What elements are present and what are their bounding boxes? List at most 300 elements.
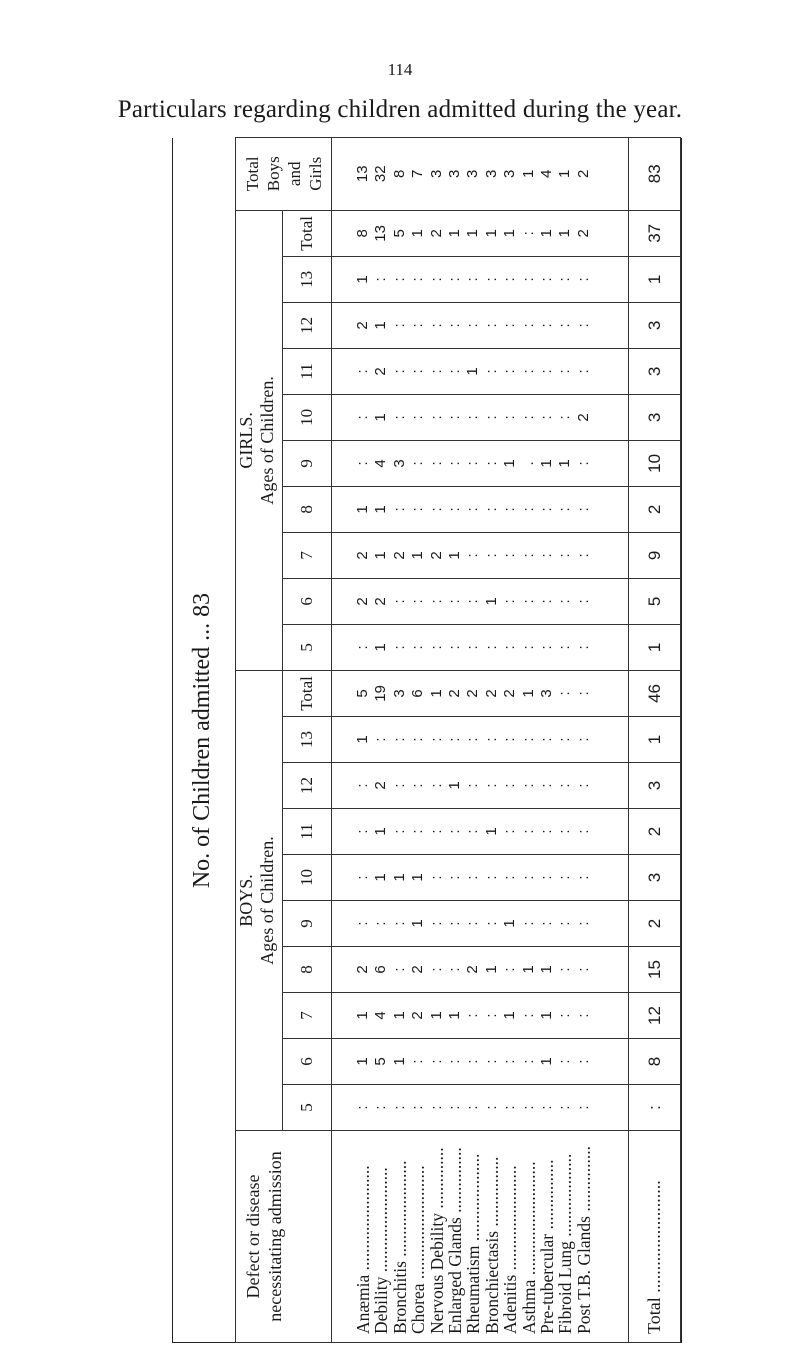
table-cell: : xyxy=(501,415,519,420)
table-cell: 1 xyxy=(537,965,555,974)
table-cell: : xyxy=(409,415,427,420)
table-cell: : xyxy=(354,1105,371,1110)
table-cell: : xyxy=(556,277,574,282)
table-cell: 2 xyxy=(574,229,592,238)
table-cell: 1 xyxy=(445,229,463,238)
grand-total-header-line: Girls xyxy=(305,156,325,191)
boys-col-10 xyxy=(332,855,629,901)
table-cell: 2 xyxy=(354,321,371,330)
table-cell: 3 xyxy=(427,169,445,178)
girls-age-8-header: 8 xyxy=(283,486,332,532)
table-cell: 2 xyxy=(390,551,408,560)
table-cell: : xyxy=(482,645,500,650)
girls-sum-9: 10 xyxy=(629,440,681,486)
table-cell: : xyxy=(519,645,537,650)
girls-sum-5: 1 xyxy=(629,624,681,670)
table-cell: : xyxy=(574,369,592,374)
boys-age-6-header: 6 xyxy=(283,1039,332,1085)
table-cell: : xyxy=(445,967,463,972)
boys-total-header: Total xyxy=(283,670,332,716)
table-cell: : xyxy=(482,921,500,926)
table-cell: : xyxy=(556,1013,574,1018)
disease-label: Debility ........................ xyxy=(371,1167,392,1334)
table-cell: : xyxy=(519,277,537,282)
table-cell: : xyxy=(556,921,574,926)
table-cell: : xyxy=(519,875,537,880)
table-cell: : xyxy=(556,507,574,512)
girls-col-9 xyxy=(332,440,629,486)
table-cell: 2 xyxy=(464,965,482,974)
girls-sum-6: 5 xyxy=(629,578,681,624)
boys-col-6 xyxy=(332,1039,629,1085)
table-cell: : xyxy=(574,277,592,282)
girls-col-13 xyxy=(332,256,629,302)
table-cell: : xyxy=(574,967,592,972)
disease-label: Rheumatism .................... xyxy=(463,1153,484,1334)
table-cell: : xyxy=(464,1105,482,1110)
disease-label: Enlarged Glands ............... xyxy=(444,1147,465,1334)
table-cell: : xyxy=(409,1059,427,1064)
table-cell: : xyxy=(445,921,463,926)
table-cell: : xyxy=(519,829,537,834)
defect-header-line: Defect or disease xyxy=(243,1174,263,1299)
table-cell: : xyxy=(427,1105,445,1110)
table-cell: : xyxy=(519,553,537,558)
table-cell: : xyxy=(574,783,592,788)
table-cell: : xyxy=(501,1105,519,1110)
boys-group-line: BOYS. xyxy=(236,874,256,927)
table-cell: : xyxy=(445,277,463,282)
girls-age-5-header: 5 xyxy=(283,624,332,670)
table-cell: : xyxy=(574,691,592,696)
table-cell: : xyxy=(464,875,482,880)
table-cell: : xyxy=(501,599,519,604)
table-cell: 1 xyxy=(372,827,390,836)
table-cell: 3 xyxy=(445,169,463,178)
table-cell: 3 xyxy=(390,689,408,698)
disease-label: Bronchitis ...................... xyxy=(389,1160,410,1334)
table-cell: 1 xyxy=(556,229,574,238)
table-cell: 1 xyxy=(445,1011,463,1020)
boys-sum-11: 2 xyxy=(629,809,681,855)
table-cell: : xyxy=(427,783,445,788)
table-cell: : xyxy=(501,737,519,742)
children-admitted-title: No. of Children admitted ... 83 xyxy=(189,592,215,889)
table-cell: : xyxy=(482,875,500,880)
table-cell: 1 xyxy=(501,1011,519,1020)
table-cell: : xyxy=(556,553,574,558)
disease-label: Asthma .......................... xyxy=(518,1161,539,1334)
boys-age-7-header: 7 xyxy=(283,993,332,1039)
table-cell: 1 xyxy=(519,689,537,698)
table-cell: : xyxy=(519,507,537,512)
girls-age-9-header: 9 xyxy=(283,440,332,486)
table-cell: : xyxy=(354,415,371,420)
table-cell: : xyxy=(464,507,482,512)
table-cell: 7 xyxy=(409,169,427,178)
table-cell: : xyxy=(354,875,371,880)
table-cell: 1 xyxy=(409,919,427,928)
table-cell: : xyxy=(537,277,555,282)
table-cell: : xyxy=(390,599,408,604)
boys-sum-7: 12 xyxy=(629,993,681,1039)
table-cell: : xyxy=(445,737,463,742)
boys-age-11-header: 11 xyxy=(283,809,332,855)
girls-group-line: Ages of Children. xyxy=(257,376,277,505)
table-cell: : xyxy=(464,829,482,834)
boys-sum-total: 46 xyxy=(629,670,681,716)
table-cell: : xyxy=(556,645,574,650)
table-cell: 8 xyxy=(354,229,371,238)
table-cell: : xyxy=(519,231,537,236)
table-cell: : xyxy=(445,1059,463,1064)
boys-sum-8: 15 xyxy=(629,947,681,993)
table-cell: : xyxy=(501,507,519,512)
table-cell: 2 xyxy=(354,965,371,974)
boys-sum-6: 8 xyxy=(629,1039,681,1085)
table-cell: 1 xyxy=(445,781,463,790)
table-cell: 1 xyxy=(427,689,445,698)
table-cell: : xyxy=(372,921,390,926)
table-cell: : xyxy=(390,1105,408,1110)
table-cell: 1 xyxy=(519,965,537,974)
table-cell: 2 xyxy=(372,597,390,606)
boys-age-13-header: 13 xyxy=(283,717,332,763)
table-cell: 2 xyxy=(427,229,445,238)
table-cell: : xyxy=(390,369,408,374)
table-cell: : xyxy=(519,1105,537,1110)
boys-col-13 xyxy=(332,717,629,763)
boys-group-header xyxy=(236,670,283,1130)
table-cell: : xyxy=(556,737,574,742)
table-cell: : xyxy=(482,277,500,282)
grand-total-header xyxy=(236,137,332,210)
table-cell: 2 xyxy=(427,551,445,560)
rotated-table xyxy=(173,138,681,1343)
disease-label: Chorea .......................... xyxy=(408,1165,429,1334)
table-cell: : xyxy=(372,737,390,742)
table-cell: 3 xyxy=(482,169,500,178)
grand-total-header-line: Boys xyxy=(263,156,283,192)
girls-group-header xyxy=(236,210,283,670)
boys-age-12-header: 12 xyxy=(283,763,332,809)
table-cell: 1 xyxy=(354,1057,371,1066)
admissions-table xyxy=(235,137,681,1343)
table-cell: : xyxy=(464,1013,482,1018)
table-cell: : xyxy=(390,783,408,788)
table-cell: 1 xyxy=(537,459,555,468)
table-cell: : xyxy=(556,967,574,972)
table-cell: : xyxy=(390,737,408,742)
boys-col-9 xyxy=(332,901,629,947)
girls-sum-7: 9 xyxy=(629,532,681,578)
table-cell: : xyxy=(519,415,537,420)
table-cell: : xyxy=(409,829,427,834)
table-cell: 1 xyxy=(482,965,500,974)
grand-total-header-line: and xyxy=(284,161,304,187)
table-cell: : xyxy=(427,461,445,466)
table-cell: : xyxy=(427,921,445,926)
table-cell: 1 xyxy=(409,873,427,882)
table-cell: 13 xyxy=(372,225,390,242)
table-cell: : xyxy=(445,507,463,512)
disease-label: Post T.B. Glands ............... xyxy=(573,1146,594,1334)
table-cell: : xyxy=(427,415,445,420)
table-cell: : xyxy=(556,323,574,328)
table-cell: : xyxy=(501,1059,519,1064)
table-cell: : xyxy=(372,277,390,282)
table-cell: : xyxy=(464,645,482,650)
girls-age-11-header: 11 xyxy=(283,348,332,394)
group-header-row xyxy=(236,137,283,1342)
table-cell: : xyxy=(409,737,427,742)
table-cell: : xyxy=(519,599,537,604)
boys-group-line: Ages of Children. xyxy=(257,836,277,965)
girls-sum-13: 1 xyxy=(629,256,681,302)
table-cell: : xyxy=(501,783,519,788)
table-cell: : xyxy=(574,1013,592,1018)
table-cell: : xyxy=(464,1059,482,1064)
page-heading: Particulars regarding children admitted during the year. xyxy=(117,96,683,123)
table-cell: : xyxy=(390,829,408,834)
table-cell: : xyxy=(482,369,500,374)
table-cell: 1 xyxy=(372,551,390,560)
table-cell: : xyxy=(354,645,371,650)
boys-age-5-header: 5 xyxy=(283,1085,332,1131)
table-cell: : xyxy=(537,645,555,650)
disease-list xyxy=(332,1131,629,1343)
table-cell: 2 xyxy=(409,1011,427,1020)
table-cell: 1 xyxy=(372,505,390,514)
table-cell: : xyxy=(482,1059,500,1064)
girls-sum-10: 3 xyxy=(629,394,681,440)
girls-col-7 xyxy=(332,532,629,578)
table-cell: : xyxy=(464,415,482,420)
table-cell: : xyxy=(537,507,555,512)
table-cell: : xyxy=(372,1105,390,1110)
table-cell: : xyxy=(556,783,574,788)
table-cell: 6 xyxy=(409,689,427,698)
girls-sum-12: 3 xyxy=(629,302,681,348)
disease-rows xyxy=(332,137,629,1342)
table-cell: : xyxy=(574,875,592,880)
table-cell: : xyxy=(445,599,463,604)
table-cell: . xyxy=(519,461,537,466)
table-cell: : xyxy=(574,645,592,650)
table-cell: 3 xyxy=(464,169,482,178)
table-cell: 1 xyxy=(556,459,574,468)
girls-col-total xyxy=(332,210,629,256)
table-cell: : xyxy=(556,1059,574,1064)
table-cell: : xyxy=(354,461,371,466)
boys-sum-10: 3 xyxy=(629,855,681,901)
table-cell: : xyxy=(537,599,555,604)
table-cell: : xyxy=(574,323,592,328)
table-cell: : xyxy=(537,323,555,328)
table-cell: : xyxy=(537,369,555,374)
table-cell: : xyxy=(427,737,445,742)
girls-sum-11: 3 xyxy=(629,348,681,394)
table-cell: : xyxy=(501,323,519,328)
table-cell: : xyxy=(427,599,445,604)
girls-col-8 xyxy=(332,486,629,532)
table-cell: : xyxy=(427,277,445,282)
table-cell: 4 xyxy=(372,459,390,468)
table-cell: 1 xyxy=(482,827,500,836)
table-cell: 8 xyxy=(390,169,408,178)
table-cell: : xyxy=(519,737,537,742)
table-cell: : xyxy=(519,1013,537,1018)
table-cell: : xyxy=(574,507,592,512)
totals-row xyxy=(629,137,681,1342)
table-cell: : xyxy=(537,829,555,834)
table-cell: 1 xyxy=(409,229,427,238)
table-cell: 2 xyxy=(372,367,390,376)
table-cell: : xyxy=(501,829,519,834)
girls-age-13-header: 13 xyxy=(283,256,332,302)
table-cell: : xyxy=(464,783,482,788)
table-cell: : xyxy=(464,277,482,282)
table-cell: 3 xyxy=(537,689,555,698)
table-cell: 1 xyxy=(482,229,500,238)
table-cell: : xyxy=(482,783,500,788)
disease-label: Anæmia ........................ xyxy=(353,1165,373,1334)
boys-sum-5: : xyxy=(629,1085,681,1131)
table-cell: 1 xyxy=(390,1011,408,1020)
table-cell: : xyxy=(445,369,463,374)
table-cell: 2 xyxy=(482,689,500,698)
disease-label: Bronchiectasis ................ xyxy=(481,1156,502,1334)
table-cell: 1 xyxy=(427,1011,445,1020)
table-cell: 1 xyxy=(354,505,371,514)
boys-sum-12: 3 xyxy=(629,763,681,809)
grand-total-value: 83 xyxy=(629,137,681,210)
table-cell: : xyxy=(519,783,537,788)
defect-header-line: necessitating admission xyxy=(265,1151,285,1322)
boys-age-9-header: 9 xyxy=(283,901,332,947)
disease-label: Fibroid Lung ................... xyxy=(555,1153,576,1334)
table-cell: : xyxy=(519,369,537,374)
table-cell: : xyxy=(574,553,592,558)
table-cell: : xyxy=(501,553,519,558)
girls-col-6 xyxy=(332,578,629,624)
table-cell: : xyxy=(390,277,408,282)
boys-age-8-header: 8 xyxy=(283,947,332,993)
table-cell: : xyxy=(409,645,427,650)
table-cell: : xyxy=(354,369,371,374)
table-cell: : xyxy=(501,875,519,880)
table-cell: : xyxy=(574,829,592,834)
table-cell: 1 xyxy=(501,229,519,238)
table-cell: 1 xyxy=(519,169,537,178)
table-cell: : xyxy=(537,783,555,788)
table-cell: : xyxy=(427,875,445,880)
table-cell: : xyxy=(501,369,519,374)
girls-age-10-header: 10 xyxy=(283,394,332,440)
table-cell: : xyxy=(556,829,574,834)
table-cell: : xyxy=(445,323,463,328)
boys-sum-9: 2 xyxy=(629,901,681,947)
table-cell: 13 xyxy=(354,165,371,183)
table-cell: : xyxy=(482,1013,500,1018)
girls-col-10 xyxy=(332,394,629,440)
table-cell: : xyxy=(409,507,427,512)
girls-col-12 xyxy=(332,302,629,348)
boys-sum-13: 1 xyxy=(629,717,681,763)
table-cell: : xyxy=(501,967,519,972)
table-cell: 1 xyxy=(445,551,463,560)
table-cell: 1 xyxy=(372,643,390,652)
table-cell: : xyxy=(464,599,482,604)
table-cell: : xyxy=(482,553,500,558)
table-cell: : xyxy=(390,323,408,328)
table-cell: 5 xyxy=(372,1057,390,1066)
boys-age-10-header: 10 xyxy=(283,855,332,901)
table-cell: : xyxy=(427,507,445,512)
table-cell: : xyxy=(482,737,500,742)
table-cell: 4 xyxy=(537,169,555,178)
page-number: 114 xyxy=(387,60,413,79)
table-cell: 5 xyxy=(390,229,408,238)
table-cell: 1 xyxy=(537,1011,555,1020)
table-cell: : xyxy=(537,737,555,742)
table-cell: 1 xyxy=(372,873,390,882)
table-cell: 1 xyxy=(354,735,371,744)
table-cell: 1 xyxy=(354,275,371,284)
table-cell: : xyxy=(427,1059,445,1064)
table-cell: : xyxy=(409,323,427,328)
disease-label: Pre-tubercular ................ xyxy=(536,1159,557,1334)
table-cell: 2 xyxy=(574,169,592,178)
side-title xyxy=(173,138,235,1343)
table-cell: : xyxy=(537,921,555,926)
table-cell: : xyxy=(464,553,482,558)
table-cell: 1 xyxy=(390,1057,408,1066)
table-cell: : xyxy=(445,1105,463,1110)
table-cell: : xyxy=(427,829,445,834)
table-cell: : xyxy=(390,507,408,512)
table-cell: 1 xyxy=(372,413,390,422)
defect-header xyxy=(236,1131,332,1343)
table-cell: : xyxy=(556,691,574,696)
girls-sum-total: 37 xyxy=(629,210,681,256)
table-cell: : xyxy=(464,921,482,926)
table-cell: : xyxy=(556,875,574,880)
table-cell: : xyxy=(482,507,500,512)
table-cell: : xyxy=(574,1059,592,1064)
table-cell: : xyxy=(427,323,445,328)
table-cell: : xyxy=(445,461,463,466)
table-cell: : xyxy=(574,737,592,742)
boys-col-11 xyxy=(332,809,629,855)
table-cell: 2 xyxy=(409,965,427,974)
grand-total-col xyxy=(332,137,629,210)
table-cell: : xyxy=(464,323,482,328)
grand-total-header-line: Total xyxy=(242,156,262,192)
table-cell: : xyxy=(445,875,463,880)
table-cell: : xyxy=(482,415,500,420)
table-cell: : xyxy=(409,461,427,466)
table-cell: : xyxy=(519,921,537,926)
boys-col-8 xyxy=(332,947,629,993)
table-cell: : xyxy=(556,369,574,374)
table-cell: : xyxy=(519,323,537,328)
table-cell: 4 xyxy=(372,1011,390,1020)
girls-age-12-header: 12 xyxy=(283,302,332,348)
table-cell: 1 xyxy=(537,1057,555,1066)
table-cell: 2 xyxy=(464,689,482,698)
table-cell: : xyxy=(556,415,574,420)
